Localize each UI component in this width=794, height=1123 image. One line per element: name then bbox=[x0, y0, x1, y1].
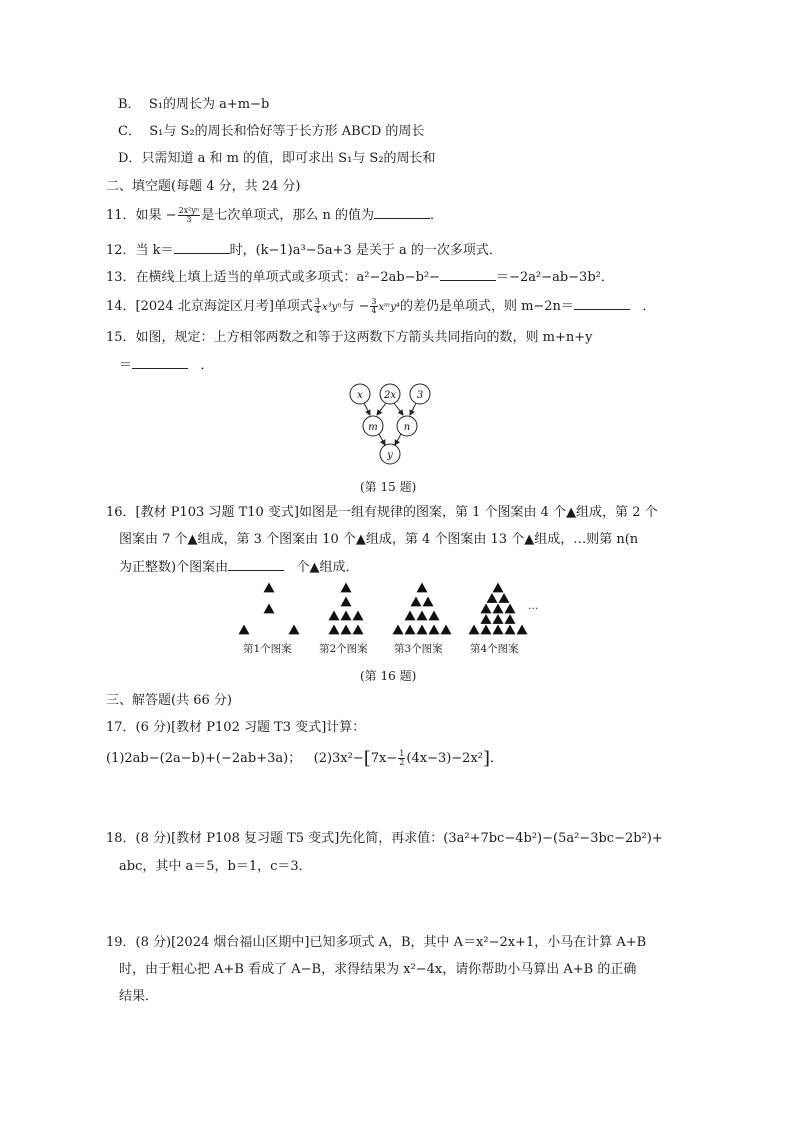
question-14: 14．[2024 北京海淀区月考]单项式 $\frac{3}{4}$ x³yⁿ与 − $\frac{3}{4}$ xᵐy⁴的差仍是单项式，则 m−2n＝ ． bbox=[106, 297, 656, 315]
question-17-head: 17．(6 分)[教材 P102 习题 T3 变式]计算： bbox=[106, 720, 366, 735]
triangle-p2-2 bbox=[329, 611, 340, 621]
question-13 bbox=[106, 268, 614, 287]
q15-answer-blank[interactable] bbox=[132, 356, 188, 369]
q11-answer-blank[interactable] bbox=[374, 206, 430, 219]
q17-fraction: $\frac{1}{2}$ bbox=[399, 749, 405, 767]
tree-label-top-1: x bbox=[357, 390, 363, 401]
q15-equals: ＝ bbox=[119, 358, 133, 373]
triangle-p4-12 bbox=[505, 625, 516, 635]
question-15 bbox=[106, 329, 593, 347]
question-12 bbox=[106, 241, 502, 260]
question-18-line1: 18．(8 分)[教材 P108 复习题 T5 变式]先化简，再求值：(3a²+7bc−4b²)−(5a²−3bc−2b²)+ bbox=[106, 831, 663, 846]
q17-end: ． bbox=[490, 751, 504, 766]
triangle-p4-4 bbox=[493, 604, 504, 614]
triangle-p4-2 bbox=[499, 593, 510, 603]
triangle-p2-6 bbox=[341, 625, 352, 635]
q16-answer-blank[interactable] bbox=[228, 558, 284, 571]
triangle-p2-3 bbox=[341, 611, 352, 621]
triangle-p3-6 bbox=[393, 625, 404, 635]
pattern-label-1: 第1个图案 bbox=[243, 643, 292, 655]
q17-part2-pre: (2)3x²− bbox=[313, 751, 364, 766]
arrow-5 bbox=[379, 434, 385, 445]
triangle-p4-1 bbox=[487, 593, 498, 603]
triangle-p4-7 bbox=[493, 614, 504, 624]
triangle-p4-6 bbox=[481, 614, 492, 624]
triangle-p1-1 bbox=[264, 604, 275, 614]
q11-post: 是七次单项式，那么 n 的值为 bbox=[201, 208, 375, 223]
q15-caption: (第 15 题) bbox=[360, 480, 417, 494]
option-d-label: D． bbox=[118, 151, 142, 166]
triangle-p3-3 bbox=[405, 611, 416, 621]
pattern-label-4: 第4个图案 bbox=[470, 643, 519, 655]
option-b-text: S₁的周长为 a+m−b bbox=[148, 97, 270, 112]
question-16-line2: 图案由 7 个▲组成，第 3 个图案由 10 个▲组成，第 4 个图案由 13 个▲组成，…则第 n(n bbox=[119, 532, 639, 547]
triangle-p1-2 bbox=[239, 625, 250, 635]
pattern-label-2: 第2个图案 bbox=[319, 643, 368, 655]
triangle-p3-8 bbox=[417, 625, 428, 635]
triangle-p4-3 bbox=[481, 604, 492, 614]
q17-part1: (1)2ab−(2a−b)+(−2ab+3a)； bbox=[106, 751, 302, 766]
q16-line3-post: 个▲组成． bbox=[296, 560, 359, 575]
q11-fraction: $\frac{\text{2x²yⁿ}}{3}$ bbox=[178, 206, 200, 224]
triangle-p1-0 bbox=[264, 583, 275, 593]
triangle-p3-7 bbox=[405, 625, 416, 635]
question-19-line1: 19．(8 分)[2024 烟台福山区期中]已知多项式 A，B，其中 A＝x²−2x+1，小马在计算 A+B bbox=[106, 935, 647, 950]
question-16 bbox=[106, 504, 658, 522]
q11-pre: 如果 − bbox=[135, 208, 177, 223]
question-16-line3 bbox=[119, 558, 358, 577]
q14-fraction-1: $\frac{3}{4}$ bbox=[314, 297, 321, 315]
q14-fraction-2: $\frac{3}{4}$ bbox=[371, 297, 377, 315]
q16-caption: (第 16 题) bbox=[360, 669, 417, 683]
arrow-4 bbox=[410, 403, 416, 415]
question-11 bbox=[106, 206, 443, 225]
triangle-p4-13 bbox=[517, 625, 528, 635]
triangle-p4-11 bbox=[493, 625, 504, 635]
q14-pre: [2024 北京海淀区月考]单项式 bbox=[135, 299, 313, 314]
arrow-6 bbox=[395, 434, 401, 445]
triangle-p4-0 bbox=[493, 583, 504, 593]
q11-end: ． bbox=[430, 208, 444, 223]
triangle-p4-9 bbox=[469, 625, 480, 635]
q14-mid: 与 − bbox=[341, 299, 370, 314]
triangle-p2-4 bbox=[353, 611, 364, 621]
triangle-p3-4 bbox=[417, 611, 428, 621]
triangle-p2-0 bbox=[341, 583, 352, 593]
tree-label-top-2: 2x bbox=[383, 390, 397, 401]
q15-number: 15． bbox=[106, 330, 136, 345]
tree-label-bottom: y bbox=[387, 450, 393, 461]
q16-number: 16． bbox=[106, 505, 136, 520]
triangle-p2-7 bbox=[353, 625, 364, 635]
section-3-title: 三、解答题(共 66 分) bbox=[106, 693, 232, 708]
q13-post: ＝−2a²−ab−3b²． bbox=[496, 270, 614, 285]
q16-line1: [教材 P103 习题 T10 变式]如图是一组有规律的图案，第 1 个图案由 4 个▲组成，第 2 个 bbox=[135, 505, 658, 520]
pattern-label-3: 第3个图案 bbox=[394, 643, 443, 655]
q16-line3-pre: 为正整数)个图案由 bbox=[119, 560, 229, 575]
q12-answer-blank[interactable] bbox=[174, 241, 230, 254]
q15-end: ． bbox=[200, 358, 214, 373]
q12-post: 时，(k−1)a³−5a+3 是关于 a 的一次多项式． bbox=[229, 243, 502, 258]
q14-answer-blank[interactable] bbox=[574, 297, 630, 310]
triangle-p3-1 bbox=[411, 597, 422, 607]
option-c-label: C． bbox=[118, 124, 141, 139]
question-18-line2: abc，其中 a＝5，b＝1，c＝3． bbox=[119, 859, 312, 874]
option-c bbox=[118, 123, 424, 141]
option-b-label: B． bbox=[118, 97, 141, 112]
arrow-1 bbox=[364, 403, 370, 415]
q13-answer-blank[interactable] bbox=[440, 268, 496, 281]
question-19-line2: 时，由于粗心把 A+B 看成了 A−B，求得结果为 x²−4x，请你帮助小马算出 A+B 的正确 bbox=[119, 962, 637, 977]
triangle-p3-5 bbox=[429, 611, 440, 621]
triangle-p1-3 bbox=[289, 625, 300, 635]
q16-patterns bbox=[236, 578, 546, 638]
tree-label-mid-1: m bbox=[368, 422, 378, 433]
q14-number: 14． bbox=[106, 299, 136, 314]
q12-pre: 当 k＝ bbox=[135, 243, 174, 258]
triangle-p4-8 bbox=[505, 614, 516, 624]
triangle-p2-1 bbox=[341, 597, 352, 607]
q14-post: 的差仍是单项式，则 m−2n＝ bbox=[399, 299, 574, 314]
q17-part2-mid: 7x− bbox=[370, 751, 398, 766]
q13-number: 13． bbox=[106, 270, 136, 285]
triangle-p4-10 bbox=[481, 625, 492, 635]
pattern-ellipsis: … bbox=[528, 600, 539, 612]
option-d bbox=[118, 150, 436, 168]
q15-line1: 如图，规定：上方相邻两数之和等于这两数下方箭头共同指向的数，则 m+n+y bbox=[135, 330, 593, 345]
section-2-title: 二、填空题(每题 4 分，共 24 分) bbox=[106, 179, 301, 194]
triangle-p3-9 bbox=[429, 625, 440, 635]
triangle-p3-2 bbox=[423, 597, 434, 607]
q15-tree-diagram bbox=[340, 380, 440, 470]
q12-number: 12． bbox=[106, 243, 136, 258]
option-d-text: 只需知道 a 和 m 的值，即可求出 S₁与 S₂的周长和 bbox=[141, 151, 436, 166]
question-15-line2 bbox=[119, 356, 213, 375]
option-b bbox=[118, 96, 269, 114]
question-19-line3: 结果． bbox=[119, 989, 159, 1004]
q14-end: ． bbox=[642, 299, 656, 314]
q17-part2-post: (4x−3)−2x² bbox=[406, 751, 483, 766]
option-c-text: S₁与 S₂的周长和恰好等于长方形 ABCD 的周长 bbox=[149, 124, 425, 139]
triangle-p4-5 bbox=[505, 604, 516, 614]
triangle-p3-0 bbox=[417, 583, 428, 593]
tree-label-top-3: 3 bbox=[416, 390, 424, 401]
q17-bracket-right: ] bbox=[483, 748, 491, 769]
arrow-2 bbox=[377, 403, 386, 415]
arrow-3 bbox=[394, 403, 403, 415]
q13-pre: 在横线上填上适当的单项式或多项式：a²−2ab−b²− bbox=[135, 270, 441, 285]
triangle-p2-5 bbox=[329, 625, 340, 635]
tree-label-mid-2: n bbox=[403, 422, 411, 433]
question-17-parts bbox=[106, 750, 503, 768]
q17-bracket-left: [ bbox=[363, 748, 371, 769]
triangle-p3-10 bbox=[441, 625, 452, 635]
q11-number: 11． bbox=[106, 208, 136, 223]
